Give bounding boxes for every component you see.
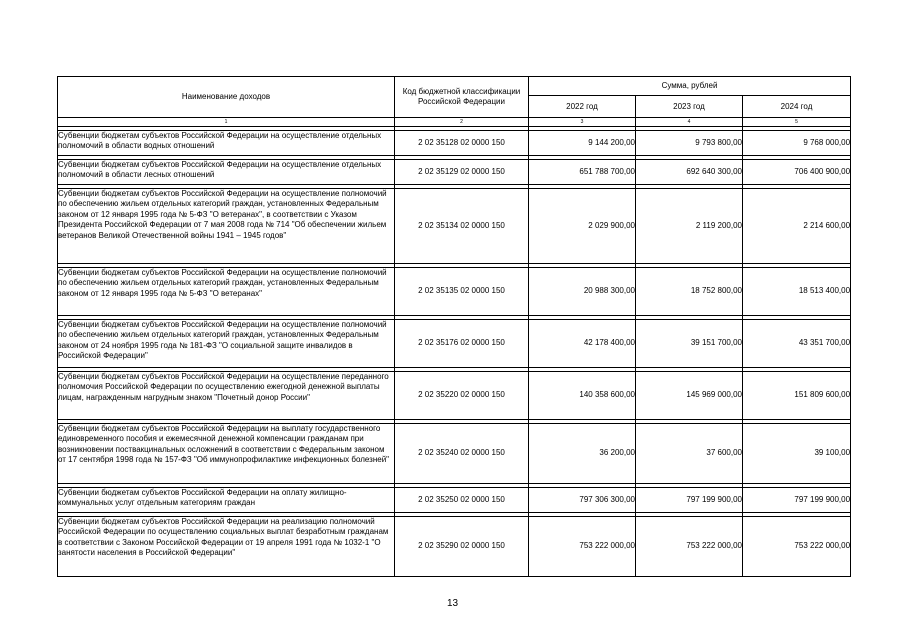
classification-code: 2 02 35176 02 0000 150 [395,320,529,368]
amount-2022: 140 358 600,00 [529,372,636,420]
revenue-name: Субвенции бюджетам субъектов Российской Федерации на осуществление полномочий по обеспечению жильем отдельных категорий граждан, установленных Федеральным законом от 24 ноября 1995 года № 181-ФЗ "О социальной защите инвалидов в Российской Федерации" [58,320,395,368]
column-number-3: 3 [529,118,636,127]
amount-2022: 753 222 000,00 [529,517,636,577]
table-row [58,131,851,156]
amount-2023: 797 199 900,00 [636,488,743,513]
amount-2023: 37 600,00 [636,424,743,484]
amount-2024: 2 214 600,00 [743,189,851,264]
table-row [58,517,851,577]
revenue-name: Субвенции бюджетам субъектов Российской Федерации на осуществление полномочий по обеспечению жильем отдельных категорий граждан, установленных Федеральным законом от 12 января 1995 года № 5-ФЗ "О ветеранах" [58,268,395,316]
amount-2023: 692 640 300,00 [636,160,743,185]
table-row [58,488,851,513]
amount-2022: 651 788 700,00 [529,160,636,185]
amount-2024: 753 222 000,00 [743,517,851,577]
revenue-name: Субвенции бюджетам субъектов Российской Федерации на выплату государственного единовременного пособия и ежемесячной денежной компенсации гражданам при возникновении поствакцинальных осложнений в соответствии с Федеральным законом от 17 сентября 1998 года № 157-ФЗ "Об иммунопрофилактике инфекционных болезней" [58,424,395,484]
amount-2023: 39 151 700,00 [636,320,743,368]
amount-2024: 39 100,00 [743,424,851,484]
revenue-name: Субвенции бюджетам субъектов Российской Федерации на осуществление отдельных полномочий в области лесных отношений [58,160,395,185]
column-number-5: 5 [743,118,851,127]
amount-2023: 9 793 800,00 [636,131,743,156]
amount-2023: 753 222 000,00 [636,517,743,577]
amount-2022: 42 178 400,00 [529,320,636,368]
column-number-1: 1 [58,118,395,127]
amount-2023: 2 119 200,00 [636,189,743,264]
revenue-name: Субвенции бюджетам субъектов Российской Федерации на осуществление отдельных полномочий в области водных отношений [58,131,395,156]
header-year-2024: 2024 год [743,96,851,118]
amount-2023: 18 752 800,00 [636,268,743,316]
classification-code: 2 02 35128 02 0000 150 [395,131,529,156]
amount-2024: 9 768 000,00 [743,131,851,156]
page-number: 13 [446,598,459,609]
amount-2022: 9 144 200,00 [529,131,636,156]
amount-2022: 36 200,00 [529,424,636,484]
table-row [58,160,851,185]
table-row [58,189,851,264]
classification-code: 2 02 35220 02 0000 150 [395,372,529,420]
amount-2024: 797 199 900,00 [743,488,851,513]
column-number-2: 2 [395,118,529,127]
revenue-name: Субвенции бюджетам субъектов Российской Федерации на осуществление переданного полномочия Российской Федерации по осуществлению ежегодной денежной выплаты лицам, награжденным нагрудным знаком "Почетный донор России" [58,372,395,420]
classification-code: 2 02 35134 02 0000 150 [395,189,529,264]
header-revenue-name: Наименование доходов [58,77,395,118]
header-year-2023: 2023 год [636,96,743,118]
header-classification-code: Код бюджетной классификации Российской Федерации [395,77,529,118]
classification-code: 2 02 35129 02 0000 150 [395,160,529,185]
classification-code: 2 02 35290 02 0000 150 [395,517,529,577]
amount-2024: 18 513 400,00 [743,268,851,316]
amount-2022: 797 306 300,00 [529,488,636,513]
header-year-2022: 2022 год [529,96,636,118]
amount-2024: 151 809 600,00 [743,372,851,420]
amount-2022: 20 988 300,00 [529,268,636,316]
revenue-name: Субвенции бюджетам субъектов Российской Федерации на реализацию полномочий Российской Федерации по осуществлению социальных выплат безработным гражданам в соответствии с Законом Российской Федерации от 19 апреля 1991 года № 1032-1 "О занятости населения в Российской Федерации" [58,517,395,577]
revenue-table [57,76,851,577]
table-row [58,424,851,484]
amount-2024: 43 351 700,00 [743,320,851,368]
classification-code: 2 02 35250 02 0000 150 [395,488,529,513]
header-amount-rubles: Сумма, рублей [529,77,851,96]
classification-code: 2 02 35240 02 0000 150 [395,424,529,484]
column-number-4: 4 [636,118,743,127]
revenue-name: Субвенции бюджетам субъектов Российской Федерации на оплату жилищно-коммунальных услуг отдельным категориям граждан [58,488,395,513]
table-row [58,268,851,316]
amount-2024: 706 400 900,00 [743,160,851,185]
classification-code: 2 02 35135 02 0000 150 [395,268,529,316]
revenue-name: Субвенции бюджетам субъектов Российской Федерации на осуществление полномочий по обеспечению жильем отдельных категорий граждан, установленных Федеральным законом от 12 января 1995 года № 5-ФЗ "О ветеранах", в соответствии с Указом Президента Российской Федерации от 7 мая 2008 года № 714 "Об обеспечении жильем ветеранов Великой Отечественной войны 1941 – 1945 годов" [58,189,395,264]
table-row [58,320,851,368]
amount-2023: 145 969 000,00 [636,372,743,420]
amount-2022: 2 029 900,00 [529,189,636,264]
table-row [58,372,851,420]
